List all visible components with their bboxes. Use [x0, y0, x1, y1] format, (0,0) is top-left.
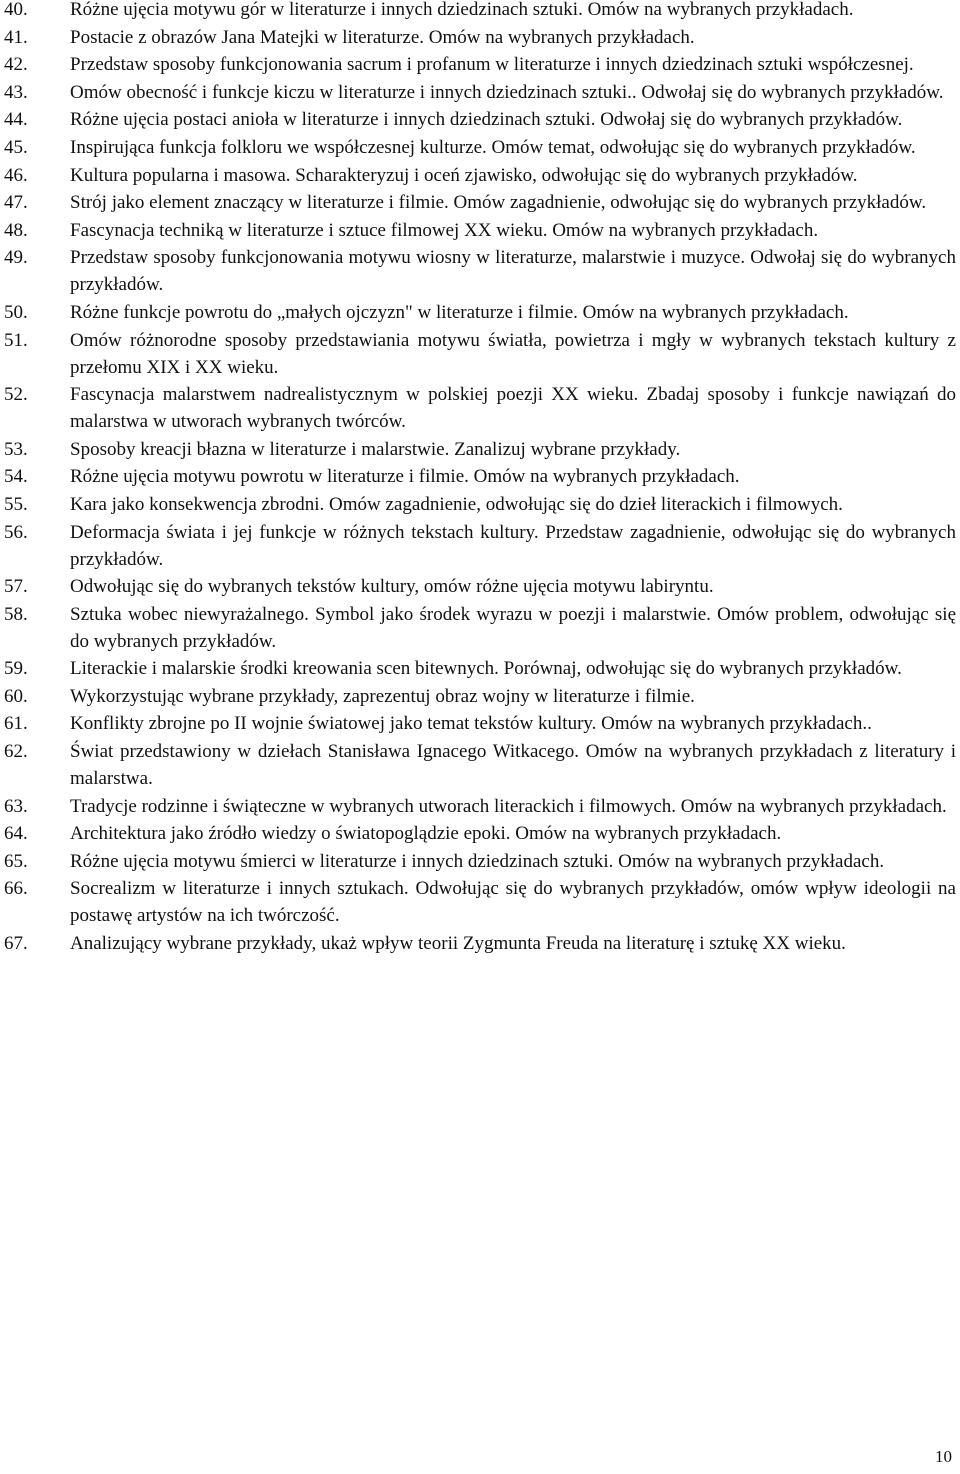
item-number: 47.: [4, 192, 28, 214]
item-number: 62.: [4, 741, 28, 763]
item-number: 66.: [4, 878, 28, 900]
list-item: [0, 134, 960, 161]
item-number: 52.: [4, 384, 28, 406]
item-number: 40.: [4, 0, 28, 20]
item-number: 57.: [4, 576, 28, 598]
item-number: 55.: [4, 493, 28, 515]
list-item: [0, 930, 960, 957]
item-number: 56.: [4, 521, 28, 543]
list-item: [0, 710, 960, 737]
list-item: [0, 217, 960, 244]
list-item: [0, 683, 960, 710]
list-item: [0, 848, 960, 875]
item-text: Kultura popularna i masowa. Scharakteryzuj i oceń zjawisko, odwołując się do wybranych przykładów.: [70, 164, 858, 186]
item-number: 60.: [4, 685, 28, 707]
list-item: [0, 327, 960, 381]
item-text: Socrealizm w literaturze i innych sztukach. Odwołując się do wybranych przykładów, omów wpływ ideologii na postawę artystów na ich twórczość.: [70, 878, 956, 927]
item-text: Postacie z obrazów Jana Matejki w literaturze. Omów na wybranych przykładach.: [70, 26, 695, 48]
item-text: Różne ujęcia motywu powrotu w literaturze i filmie. Omów na wybranych przykładach.: [70, 466, 740, 488]
item-text: Przedstaw sposoby funkcjonowania motywu wiosny w literaturze, malarstwie i muzyce. Odwołaj się do wybranych przykładów.: [70, 247, 956, 296]
item-number: 41.: [4, 26, 28, 48]
item-text: Omów różnorodne sposoby przedstawiania motywu światła, powietrza i mgły w wybranych tekstach kultury z przełomu XIX i XX wieku.: [70, 329, 956, 378]
list-item: [0, 573, 960, 600]
item-number: 42.: [4, 54, 28, 76]
item-text: Tradycje rodzinne i świąteczne w wybranych utworach literackich i filmowych. Omów na wybranych przykładach.: [70, 795, 947, 817]
item-number: 44.: [4, 109, 28, 131]
item-text: Inspirująca funkcja folkloru we współczesnej kulturze. Omów temat, odwołując się do wybranych przykładów.: [70, 136, 916, 158]
item-text: Sztuka wobec niewyrażalnego. Symbol jako środek wyrazu w poezji i malarstwie. Omów problem, odwołując się do wybranych przykładów.: [70, 603, 956, 652]
item-number: 59.: [4, 658, 28, 680]
list-item: [0, 244, 960, 298]
list-item: [0, 519, 960, 573]
item-text: Literackie i malarskie środki kreowania scen bitewnych. Porównaj, odwołując się do wybranych przykładów.: [70, 658, 902, 680]
item-text: Fascynacja malarstwem nadrealistycznym w polskiej poezji XX wieku. Zbadaj sposoby i funkcje nawiązań do malarstwa w utworach wybranych twórców.: [70, 384, 956, 433]
item-number: 65.: [4, 850, 28, 872]
item-number: 43.: [4, 81, 28, 103]
list-item: [0, 655, 960, 682]
item-text: Różne ujęcia postaci anioła w literaturze i innych dziedzinach sztuki. Odwołaj się do wybranych przykładów.: [70, 109, 903, 131]
list-item: [0, 189, 960, 216]
item-number: 67.: [4, 933, 28, 955]
list-item: [0, 381, 960, 435]
list-item: [0, 875, 960, 929]
item-number: 58.: [4, 603, 28, 625]
item-text: Fascynacja techniką w literaturze i sztuce filmowej XX wieku. Omów na wybranych przykładach.: [70, 219, 819, 241]
item-text: Omów obecność i funkcje kiczu w literaturze i innych dziedzinach sztuki.. Odwołaj się do wybranych przykładów.: [70, 81, 944, 103]
item-text: Deformacja świata i jej funkcje w różnych tekstach kultury. Przedstaw zagadnienie, odwołując się do wybranych przykładów.: [70, 521, 956, 570]
item-text: Strój jako element znaczący w literaturze i filmie. Omów zagadnienie, odwołując się do wybranych przykładów.: [70, 192, 927, 214]
item-number: 51.: [4, 329, 28, 351]
list-item: [0, 463, 960, 490]
item-number: 46.: [4, 164, 28, 186]
item-text: Wykorzystując wybrane przykłady, zaprezentuj obraz wojny w literaturze i filmie.: [70, 685, 695, 707]
item-text: Konflikty zbrojne po II wojnie światowej jako temat tekstów kultury. Omów na wybranych przykładach..: [70, 713, 872, 735]
list-item: [0, 491, 960, 518]
list-item: [0, 738, 960, 792]
list-item: [0, 0, 960, 23]
item-number: 48.: [4, 219, 28, 241]
list-item: [0, 79, 960, 106]
item-number: 53.: [4, 438, 28, 460]
item-number: 54.: [4, 466, 28, 488]
item-text: Różne ujęcia motywu śmierci w literaturze i innych dziedzinach sztuki. Omów na wybranych przykładach.: [70, 850, 885, 872]
item-number: 64.: [4, 823, 28, 845]
list-item: [0, 162, 960, 189]
item-number: 49.: [4, 247, 28, 269]
item-text: Kara jako konsekwencja zbrodni. Omów zagadnienie, odwołując się do dzieł literackich i filmowych.: [70, 493, 843, 515]
list-item: [0, 106, 960, 133]
item-text: Różne ujęcia motywu gór w literaturze i innych dziedzinach sztuki. Omów na wybranych przykładach.: [70, 0, 854, 20]
item-text: Sposoby kreacji błazna w literaturze i malarstwie. Zanalizuj wybrane przykłady.: [70, 438, 681, 460]
list-item: [0, 299, 960, 326]
item-text: Architektura jako źródło wiedzy o światopoglądzie epoki. Omów na wybranych przykładach.: [70, 823, 782, 845]
item-number: 50.: [4, 301, 28, 323]
item-text: Analizujący wybrane przykłady, ukaż wpływ teorii Zygmunta Freuda na literaturę i sztukę XX wieku.: [70, 933, 846, 955]
list-item: [0, 601, 960, 655]
item-number: 61.: [4, 713, 28, 735]
item-number: 45.: [4, 136, 28, 158]
list-item: [0, 793, 960, 820]
list-item: [0, 820, 960, 847]
list-item: [0, 51, 960, 78]
page-number: 10: [935, 1447, 952, 1466]
item-number: 63.: [4, 795, 28, 817]
item-text: Świat przedstawiony w dziełach Stanisława Ignacego Witkacego. Omów na wybranych przykładach z literatury i malarstwa.: [70, 741, 956, 790]
list-item: [0, 436, 960, 463]
list-item: [0, 24, 960, 51]
item-text: Różne funkcje powrotu do „małych ojczyzn" w literaturze i filmie. Omów na wybranych przykładach.: [70, 301, 849, 323]
item-text: Odwołując się do wybranych tekstów kultury, omów różne ujęcia motywu labiryntu.: [70, 576, 714, 598]
item-text: Przedstaw sposoby funkcjonowania sacrum i profanum w literaturze i innych dziedzinach sztuki współczesnej.: [70, 54, 914, 76]
